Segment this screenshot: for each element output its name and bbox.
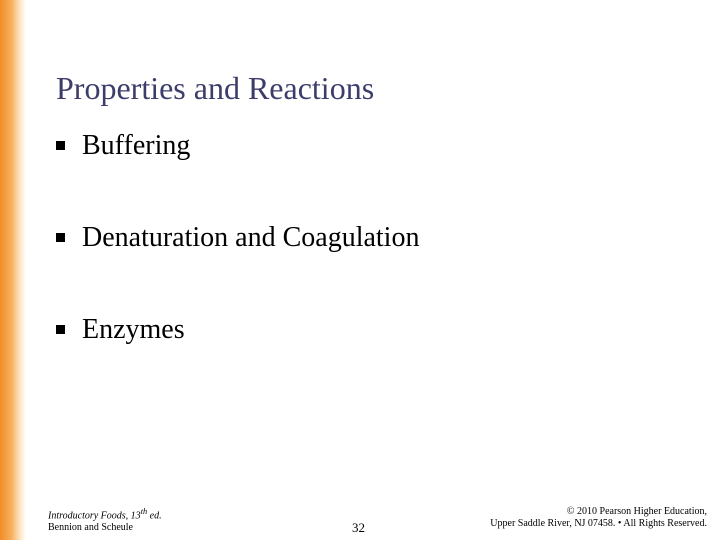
copyright-line-2: Upper Saddle River, NJ 07458. • All Rights Reserved. bbox=[490, 518, 707, 529]
square-bullet-icon bbox=[56, 325, 65, 334]
slide-title: Properties and Reactions bbox=[56, 70, 375, 106]
bullet-text: Buffering bbox=[82, 130, 191, 161]
footer-book-title: Introductory Foods, 13th ed. bbox=[48, 507, 162, 522]
accent-sidebar-bar bbox=[0, 0, 26, 540]
footer-copyright bbox=[490, 506, 707, 530]
square-bullet-icon bbox=[56, 141, 65, 150]
bullet-text: Enzymes bbox=[82, 314, 185, 345]
bullet-text: Denaturation and Coagulation bbox=[82, 222, 420, 253]
page-number: 32 bbox=[352, 520, 365, 535]
footer-authors: Bennion and Scheule bbox=[48, 522, 133, 534]
square-bullet-icon bbox=[56, 233, 65, 242]
copyright-line-1: © 2010 Pearson Higher Education, bbox=[566, 506, 707, 517]
footer-book-info bbox=[48, 506, 162, 534]
